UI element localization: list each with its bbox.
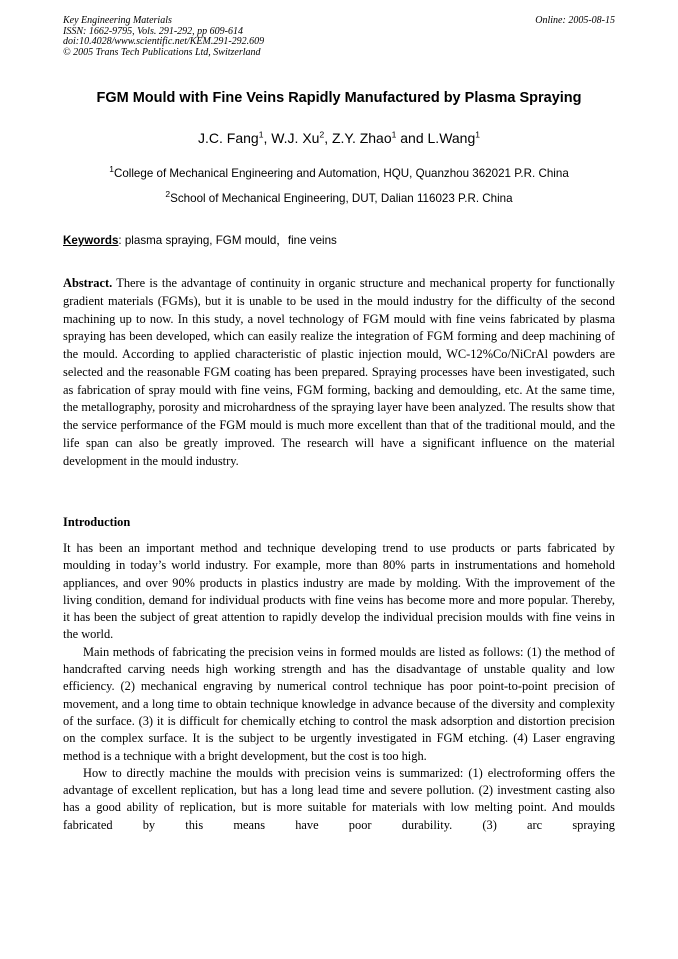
author-separator: ,: [324, 130, 332, 146]
paper-title: FGM Mould with Fine Veins Rapidly Manufactured by Plasma Spraying: [96, 90, 582, 106]
author-separator: and: [396, 130, 428, 146]
online-date: Online: 2005-08-15: [535, 15, 615, 26]
keywords-label: Keywords: [63, 234, 119, 247]
affiliation-mark: 2: [165, 189, 171, 200]
introduction-body: [63, 540, 615, 834]
affiliation-2: [0, 189, 678, 205]
abstract-label: Abstract.: [63, 276, 113, 290]
intro-paragraph: How to directly machine the moulds with precision veins is summarized: (1) electroforming offers the advantage of excellent replication, but has a long lead time and severe pollution. (2) investment casting also has a good ability of replication, but is more suitable for materials with low melting point. And moulds fabricated by this means have poor durability. (3) arc spraying: [63, 765, 615, 832]
author-affiliation-mark: 1: [258, 129, 264, 140]
introduction-heading: Introduction: [63, 515, 131, 529]
author-name: L.Wang: [427, 130, 476, 146]
intro-paragraph: It has been an important method and technique developing trend to use products or parts fabricated by moulding in today’s world industry. For example, more than 80% parts in instrumentations and homehold appliances, and over 90% products in plastics industry are made by molding. With the improvement of the living condition, demand for individual products with fine veins has become more and more popular. Thereby, it has been the subject of great attention to rapidly develop the individual precision moulds with fine veins in the world.: [63, 541, 615, 642]
affiliation-mark: 1: [109, 164, 114, 175]
author-separator: ,: [263, 130, 272, 146]
affiliation-1: [0, 164, 678, 180]
keywords-text: : plasma spraying, FGM mould，fine veins: [118, 234, 337, 247]
issn-line: ISSN: 1662-9795, Vols. 291-292, pp 609-614: [63, 25, 243, 37]
affiliation-text: School of Mechanical Engineering, DUT, Dalian 116023 P.R. China: [170, 192, 513, 205]
author-name: J.C. Fang: [198, 130, 259, 146]
author-affiliation-mark: 1: [475, 129, 480, 140]
affiliation-text: College of Mechanical Engineering and Automation, HQU, Quanzhou 362021 P.R. China: [113, 167, 569, 180]
abstract-paragraph: [63, 275, 615, 470]
doi-line: doi:10.4028/www.scientific.net/KEM.291-292.609: [63, 36, 265, 48]
abstract-text: There is the advantage of continuity in organic structure and mechanical property for functionally gradient materials (FGMs), but it is unable to be used in the mould industry for the difficulty of the second machining up to now. In this study, a novel technology of FGM mould with fine veins fabricated by plasma spraying has been developed, which can easily realize the integration of FGM forming and deep machining of the mould. According to applied characteristic of plastic injection mould, WC-12%Co/NiCrAl powders are selected and the reasonable FGM coating has been prepared. Spraying processes have been investigated, such as fabrication of spray mould with fine veins, FGM forming, backing and demoulding, etc. At the same time, the metallography, porosity and microhardness of the spraying layer have been analyzed. The results show that the service performance of the FGM mould is much more excellent than that of the traditional mould, and the life span can also be greatly improved. The research will have a significant influence on the material development in the mould industry.: [63, 276, 615, 468]
journal-info: [63, 16, 264, 58]
keywords-line: [63, 232, 337, 248]
author-name: Z.Y. Zhao: [331, 130, 392, 146]
intro-paragraph: Main methods of fabricating the precision veins in formed moulds are listed as follows: (1) the method of handcrafted carving needs high working strength and has the disadvantage of unstable quality and low efficiency. (2) mechanical engraving by numerical control technique has poor point-to-point precision of movement, and a long time to obtain technique knowledge in advance because of the diversity and complexity of the surface. (3) it is difficult for chemically etching to control the mask adsorption and distortion precision on the complex surface. It is the subject to be urgently investigated in FGM etching. (4) Laser engraving method is a technique with a bright development, but the cost is too high.: [63, 644, 615, 763]
author-affiliation-mark: 1: [391, 129, 397, 140]
abstract-block: [63, 275, 615, 470]
journal-name: Key Engineering Materials: [63, 15, 172, 26]
author-name: W.J. Xu: [271, 130, 320, 146]
copyright-line: © 2005 Trans Tech Publications Ltd, Switzerland: [63, 46, 261, 58]
author-list: [0, 130, 678, 146]
author-affiliation-mark: 2: [319, 129, 325, 140]
